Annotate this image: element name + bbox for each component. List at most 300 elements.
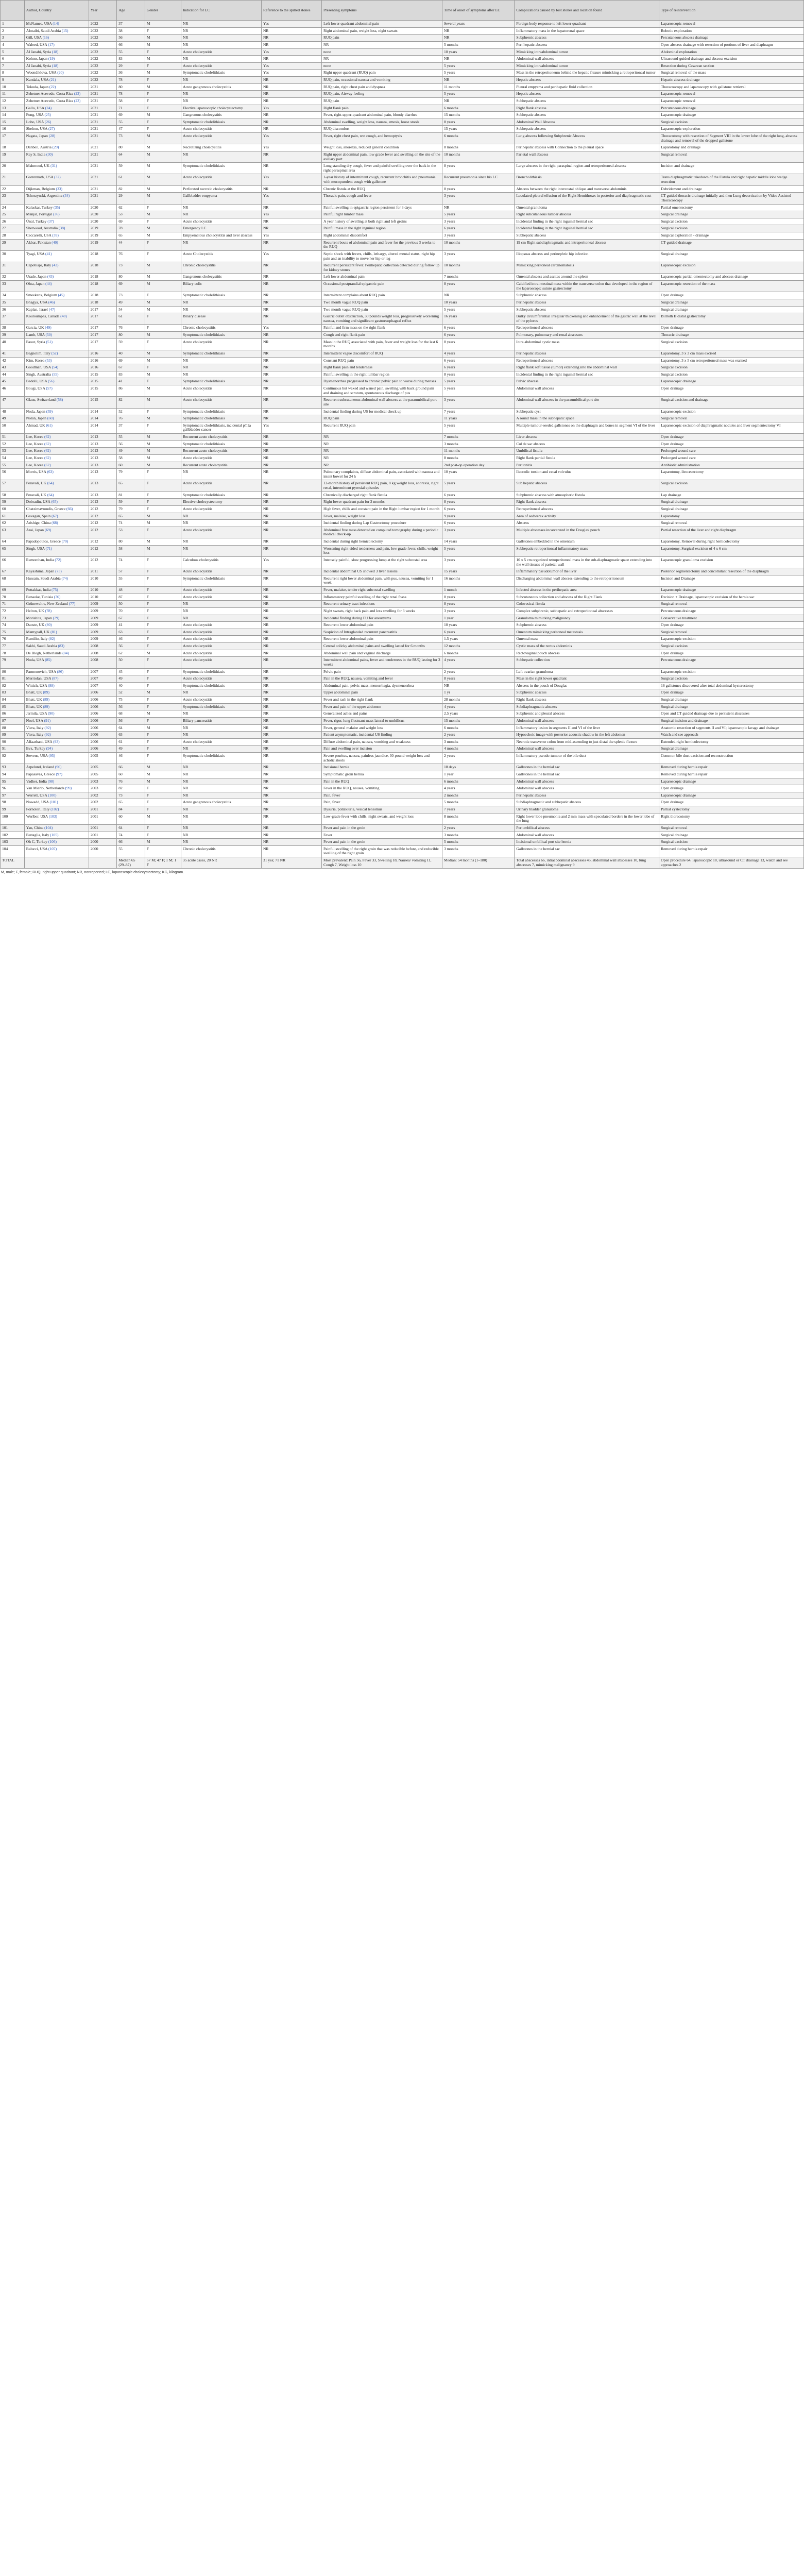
author-name: Ramilio, Italy	[26, 636, 48, 641]
cell-complication: Peri hepatic abscess	[515, 41, 659, 48]
reference-link[interactable]: (68)	[52, 520, 58, 526]
table-row	[1, 615, 804, 622]
cell-complication: Abdominal wall abscess	[515, 778, 659, 785]
cell-reintervention: Laparoscopic exploration	[659, 126, 804, 133]
cell-reintervention: Laparoscopic excision of diaphragmatic nodules and liver segmentectomy VI	[659, 422, 804, 433]
cell-indication: Acute cholecystitis	[181, 133, 261, 144]
reference-link[interactable]: (104)	[44, 825, 53, 830]
cell-author	[24, 545, 89, 556]
table-row	[1, 469, 804, 480]
reference-link[interactable]: (85)	[45, 657, 52, 663]
cell-spilled: NR	[261, 239, 321, 250]
cell-spilled: Yes	[261, 232, 321, 240]
author-name: Smeekens, Belgium	[26, 293, 57, 298]
cell-reintervention: Removed during hernia repair	[659, 764, 804, 771]
cell-complication: 10 x 5 cm organized retroperitoneal mass in the sub-diaphragmatic space extending into the wall tissues of parietal wall	[515, 556, 659, 568]
cell-indication: Symptomatic cholelithiasis	[181, 703, 261, 710]
reference-link[interactable]: (48)	[60, 314, 67, 319]
reference-link[interactable]: (78)	[45, 608, 52, 613]
reference-link[interactable]: (23)	[74, 91, 81, 96]
author-name: Singh, USA	[26, 546, 45, 551]
cell-age: 57	[117, 568, 145, 575]
reference-link[interactable]: (74)	[61, 575, 69, 581]
cell-age: 74	[117, 520, 145, 527]
reference-link[interactable]: (46)	[48, 299, 55, 304]
cell-complication: Mass in the right lower quadrant	[515, 675, 659, 683]
reference-link[interactable]: (95)	[48, 753, 55, 758]
cell-n: 104	[1, 845, 25, 857]
author-name: Jarmila, USA	[26, 711, 47, 716]
total-cell: 35 acute cases, 20 NR	[181, 857, 261, 869]
cell-onset: 7 months	[442, 274, 514, 281]
reference-link[interactable]: (82)	[48, 636, 55, 641]
reference-link[interactable]: (99)	[65, 786, 72, 791]
table-row	[1, 174, 804, 185]
cell-reintervention: Surgical drainage	[659, 306, 804, 313]
cell-symptoms: A year history of swelling at both right and left groins	[321, 218, 442, 225]
reference-link[interactable]: (81)	[50, 629, 57, 634]
cell-n: 5	[1, 48, 25, 56]
cell-indication: Acute cholecystitis	[181, 622, 261, 629]
cell-complication: Pulmonary, pulmonary and renal abscesses	[515, 332, 659, 339]
cell-symptoms: Pain and swelling over incision	[321, 745, 442, 753]
reference-link[interactable]: (40)	[52, 240, 58, 245]
cell-age: 63	[117, 732, 145, 739]
cell-complication: Subphrenic abscess with atmospheric fistula	[515, 492, 659, 499]
cell-indication: Acute cholecystitis	[181, 650, 261, 657]
cell-n: 38	[1, 325, 25, 332]
table-row	[1, 27, 804, 35]
reference-link[interactable]: (42)	[52, 263, 59, 268]
cell-symptoms: Recurrent right lower abdominal pain, with pus, nausea, vomiting for 1 week	[321, 575, 442, 586]
reference-link[interactable]: (15)	[61, 28, 69, 33]
reference-link[interactable]: (37)	[47, 218, 54, 224]
cell-onset: 4 years	[442, 703, 514, 710]
cell-spilled: Yes	[261, 70, 321, 77]
reference-link[interactable]: (53)	[45, 358, 52, 363]
reference-link[interactable]: (62)	[44, 448, 51, 453]
cell-symptoms: Generalized aches and pains	[321, 710, 442, 718]
table-row	[1, 745, 804, 753]
cell-author	[24, 408, 89, 415]
reference-link[interactable]: (71)	[45, 546, 53, 551]
reference-link[interactable]: (96)	[55, 765, 62, 770]
cell-spilled: NR	[261, 185, 321, 193]
reference-link[interactable]: (14)	[53, 21, 59, 26]
cell-age: 80	[117, 83, 145, 91]
cell-year: 2021	[89, 151, 117, 162]
table-row	[1, 415, 804, 422]
reference-link[interactable]: (66)	[66, 506, 73, 511]
cell-n: 50	[1, 422, 25, 433]
reference-link[interactable]: (83)	[58, 643, 64, 648]
cell-symptoms: NR	[321, 448, 442, 455]
cell-symptoms: Dysuria, pollakiuria, vesical tenesmus	[321, 806, 442, 814]
cell-n: 14	[1, 112, 25, 119]
reference-link[interactable]: (107)	[48, 846, 57, 851]
cell-n: 97	[1, 792, 25, 799]
cell-year: 2021	[89, 105, 117, 112]
reference-link[interactable]: (80)	[45, 622, 52, 628]
table-row	[1, 385, 804, 397]
reference-link[interactable]: (76)	[54, 594, 61, 599]
reference-link[interactable]: (56)	[48, 379, 55, 384]
cell-symptoms: Recurrent persistent fever. Perihepatic collection detected during follow up for kidney stones	[321, 262, 442, 274]
reference-link[interactable]: (100)	[48, 792, 57, 798]
reference-link[interactable]: (39)	[52, 233, 59, 238]
reference-link[interactable]: (21)	[49, 77, 56, 82]
cell-complication: Perihepatic abscess	[515, 792, 659, 799]
cell-gender: M	[145, 385, 181, 397]
reference-link[interactable]: (98)	[47, 778, 55, 784]
cell-reintervention: Open abscess drainage with resection of portions of liver and diaphragm	[659, 41, 804, 48]
reference-link[interactable]: (64)	[47, 481, 54, 486]
reference-link[interactable]: (86)	[57, 669, 64, 674]
reference-link[interactable]: (33)	[56, 186, 63, 191]
cell-gender: F	[145, 622, 181, 629]
cell-age: 56	[117, 35, 145, 42]
cell-n: 35	[1, 299, 25, 306]
cell-year: 2013	[89, 469, 117, 480]
table-row	[1, 629, 804, 636]
cell-age: 69	[117, 218, 145, 225]
cell-gender: F	[145, 105, 181, 112]
cell-spilled: NR	[261, 799, 321, 806]
total-cell	[89, 857, 117, 869]
reference-link[interactable]: (30)	[46, 151, 53, 157]
cell-age: 60	[117, 462, 145, 469]
cell-spilled: NR	[261, 41, 321, 48]
cell-n: 48	[1, 408, 25, 415]
cell-gender: F	[145, 218, 181, 225]
cell-author	[24, 643, 89, 650]
reference-link[interactable]: (62)	[44, 455, 51, 460]
reference-link[interactable]: (27)	[48, 126, 55, 131]
reference-link[interactable]: (49)	[45, 325, 52, 330]
table-row	[1, 185, 804, 193]
reference-link[interactable]: (62)	[44, 441, 51, 446]
cell-spilled: NR	[261, 204, 321, 211]
reference-link[interactable]: (92)	[44, 732, 51, 737]
reference-link[interactable]: (38)	[58, 226, 65, 231]
cell-complication: Iliopsoas abscess and perinephric hip infection	[515, 250, 659, 262]
cell-age: 65	[117, 799, 145, 806]
table-row	[1, 306, 804, 313]
reference-link[interactable]: (59)	[46, 409, 53, 414]
cell-indication: Acute cholecystitis	[181, 218, 261, 225]
reference-link[interactable]: (44)	[45, 281, 52, 286]
cell-reintervention: Surgical excision	[659, 371, 804, 378]
cell-age: 55	[117, 118, 145, 126]
reference-link[interactable]: (19)	[48, 56, 55, 61]
cell-complication: Subdiaphragmatic abscess	[515, 703, 659, 710]
cell-complication: Omentum mimicking peritoneal metastasis	[515, 629, 659, 636]
cell-indication: Acute cholecystitis	[181, 397, 261, 408]
reference-link[interactable]: (18)	[52, 63, 59, 68]
cell-author	[24, 689, 89, 697]
table-row	[1, 364, 804, 371]
cell-spilled: Yes	[261, 250, 321, 262]
reference-link[interactable]: (62)	[44, 462, 51, 467]
cell-onset: 1 year	[442, 771, 514, 778]
cell-spilled: NR	[261, 527, 321, 538]
reference-link[interactable]: (87)	[52, 676, 59, 681]
reference-link[interactable]: (55)	[52, 371, 59, 377]
cell-onset: NR	[442, 292, 514, 299]
cell-reintervention: Incision and drainage	[659, 163, 804, 174]
reference-link[interactable]: (60)	[47, 416, 54, 421]
reference-link[interactable]: (84)	[62, 650, 69, 655]
reference-link[interactable]: (88)	[48, 683, 55, 688]
cell-n: 41	[1, 350, 25, 357]
reference-link[interactable]: (94)	[46, 746, 53, 751]
reference-link[interactable]: (77)	[69, 601, 76, 606]
cell-year: 2012	[89, 538, 117, 546]
cell-year: 2020	[89, 211, 117, 218]
cell-reintervention: Laparotomy, Surgical excision of 4 x 6 cm	[659, 545, 804, 556]
reference-link[interactable]: (65)	[51, 499, 58, 504]
author-name: Lamb, USA	[26, 332, 45, 337]
cell-n: 87	[1, 717, 25, 724]
cell-gender: M	[145, 440, 181, 448]
cell-n: 91	[1, 745, 25, 753]
cell-year: 2019	[89, 225, 117, 232]
cell-age: 83	[117, 371, 145, 378]
cell-year: 2016	[89, 364, 117, 371]
reference-link[interactable]: (63)	[47, 469, 54, 474]
reference-link[interactable]: (36)	[53, 212, 60, 217]
cell-indication: Acute cholecystitis	[181, 657, 261, 668]
reference-link[interactable]: (62)	[44, 434, 51, 439]
cell-author	[24, 668, 89, 675]
cell-symptoms: Constant RUQ pain	[321, 357, 442, 364]
reference-link[interactable]: (52)	[51, 350, 58, 355]
cell-year: 2002	[89, 799, 117, 806]
cell-complication: Pelvic abscess	[515, 378, 659, 385]
cell-spilled: NR	[261, 710, 321, 718]
cell-reintervention: Laparoscopic excision	[659, 408, 804, 415]
reference-link[interactable]: (50)	[45, 332, 53, 337]
reference-link[interactable]: (89)	[43, 697, 50, 702]
cell-complication: Subhepatic abscess	[515, 232, 659, 240]
cell-author	[24, 35, 89, 42]
reference-link[interactable]: (67)	[52, 513, 58, 518]
cell-n: 12	[1, 97, 25, 105]
reference-link[interactable]: (16)	[42, 35, 49, 40]
cell-spilled: NR	[261, 717, 321, 724]
reference-link[interactable]: (91)	[44, 718, 51, 723]
cell-author	[24, 48, 89, 56]
cell-year: 2021	[89, 185, 117, 193]
table-footnote: M, male; F, female; RUQ, right upper quadrant; NR, nonreported; LC, laparoscopic cholecystectomy; KG, kilogram.	[1, 871, 184, 875]
table-row	[1, 845, 804, 857]
reference-link[interactable]: (34)	[63, 193, 70, 198]
cell-symptoms: Pain, fever	[321, 792, 442, 799]
cell-symptoms: Abdominal pain, pelvic mass, menorrhagia, dysmenorrhea	[321, 682, 442, 689]
reference-link[interactable]: (93)	[53, 739, 60, 744]
reference-link[interactable]: (106)	[48, 839, 57, 844]
reference-link[interactable]: (97)	[56, 771, 62, 776]
cell-spilled: NR	[261, 538, 321, 546]
cell-complication: Left ovarian granuloma	[515, 668, 659, 675]
cell-n: 51	[1, 434, 25, 441]
cell-onset: 15 months	[442, 112, 514, 119]
cell-spilled: NR	[261, 845, 321, 857]
reference-link[interactable]: (17)	[48, 42, 55, 47]
cell-gender: F	[145, 792, 181, 799]
cell-symptoms: Intermittent abdominal pains, fever and tenderness in the RUQ lasting for 3 weeks	[321, 657, 442, 668]
cell-onset: 3 years	[442, 193, 514, 204]
cell-n: 49	[1, 415, 25, 422]
reference-link[interactable]: (75)	[52, 587, 58, 592]
table-row	[1, 753, 804, 764]
reference-link[interactable]: (89)	[43, 704, 50, 709]
cell-onset: 5 months	[442, 799, 514, 806]
case-table	[0, 0, 804, 869]
cell-onset: 15 years	[442, 568, 514, 575]
reference-link[interactable]: (41)	[45, 251, 52, 256]
cell-age: 64	[117, 724, 145, 732]
cell-age: 49	[117, 448, 145, 455]
reference-link[interactable]: (101)	[49, 800, 58, 805]
cell-year: 2022	[89, 48, 117, 56]
reference-link[interactable]: (73)	[55, 569, 62, 574]
cell-symptoms: Pelvic pain	[321, 668, 442, 675]
cell-n: 13	[1, 105, 25, 112]
table-row	[1, 83, 804, 91]
cell-complication: Abdominal wall abscess	[515, 745, 659, 753]
cell-author	[24, 745, 89, 753]
cell-symptoms: Fever and pain in the groin	[321, 839, 442, 846]
reference-link[interactable]: (22)	[49, 84, 56, 89]
reference-link[interactable]: (102)	[50, 807, 59, 811]
cell-symptoms: Intermittent complains about RUQ pain	[321, 292, 442, 299]
cell-author	[24, 97, 89, 105]
column-header: Author, Country	[24, 1, 89, 21]
reference-link[interactable]: (31)	[50, 163, 57, 168]
reference-link[interactable]: (70)	[61, 539, 69, 544]
cell-year: 2001	[89, 813, 117, 824]
cell-gender: F	[145, 753, 181, 764]
cell-gender: F	[145, 126, 181, 133]
cell-reintervention: Open drainage	[659, 385, 804, 397]
cell-indication: NR	[181, 371, 261, 378]
literature-review-document	[0, 0, 804, 876]
reference-link[interactable]: (92)	[44, 725, 51, 730]
cell-n: 79	[1, 657, 25, 668]
reference-link[interactable]: (32)	[54, 175, 61, 180]
author-name: Daoste, UK	[26, 622, 45, 628]
author-name: Gallo, USA	[26, 105, 44, 110]
cell-author	[24, 505, 89, 513]
cell-age: 66	[117, 41, 145, 48]
table-row	[1, 643, 804, 650]
cell-symptoms: NR	[321, 440, 442, 448]
reference-link[interactable]: (24)	[45, 105, 52, 110]
cell-symptoms: Right upper quadrant (RUQ) pain	[321, 70, 442, 77]
cell-age: 37	[117, 422, 145, 433]
reference-link[interactable]: (64)	[47, 492, 54, 497]
cell-author	[24, 225, 89, 232]
reference-link[interactable]: (57)	[46, 386, 53, 391]
reference-link[interactable]: (29)	[52, 145, 59, 150]
reference-link[interactable]: (79)	[53, 615, 60, 620]
cell-age: 29	[117, 193, 145, 204]
cell-author	[24, 211, 89, 218]
cell-complication: Area of sedwerex activity	[515, 513, 659, 520]
cell-author	[24, 710, 89, 718]
author-name: Arai, Japan	[26, 527, 44, 532]
author-name: Vadher, India	[26, 778, 47, 784]
reference-link[interactable]: (18)	[52, 49, 59, 54]
cell-symptoms: Symptomatic groin hernia	[321, 771, 442, 778]
reference-link[interactable]: (28)	[48, 133, 56, 138]
cell-complication: Subhepatic abscess	[515, 112, 659, 119]
cell-reintervention: Removed during hernia repair	[659, 845, 804, 857]
reference-link[interactable]: (43)	[47, 274, 54, 279]
reference-link[interactable]: (35)	[54, 205, 60, 210]
cell-complication: Necrotic transverse colon from mid-ascending to just distal the splenic flexure	[515, 738, 659, 745]
reference-link[interactable]: (25)	[44, 112, 51, 117]
cell-reintervention: Billroth II distal gastrectomy	[659, 313, 804, 325]
cell-onset: 4 months	[442, 745, 514, 753]
reference-link[interactable]: (61)	[46, 422, 53, 428]
cell-n: 19	[1, 151, 25, 162]
cell-onset: 1 yr	[442, 689, 514, 697]
reference-link[interactable]: (105)	[50, 832, 59, 837]
cell-age: 38	[117, 27, 145, 35]
reference-link[interactable]: (20)	[57, 70, 64, 75]
reference-link[interactable]: (90)	[48, 711, 55, 716]
author-name: Balucci, USA	[26, 846, 48, 851]
reference-link[interactable]: (26)	[44, 119, 52, 124]
column-header: Reference to the spilled stones	[261, 1, 321, 21]
cell-symptoms: Septic shock with fevers, chills, lethargy, altered mental status, right hip pain and an inability to move her hip or leg	[321, 250, 442, 262]
reference-link[interactable]: (45)	[58, 293, 65, 298]
cell-spilled: NR	[261, 601, 321, 608]
author-name: Nagata, Japan	[26, 133, 48, 138]
cell-spilled: NR	[261, 771, 321, 778]
cell-year: 2006	[89, 717, 117, 724]
reference-link[interactable]: (58)	[56, 397, 63, 402]
table-row	[1, 697, 804, 704]
reference-link[interactable]: (72)	[55, 557, 61, 562]
cell-n: 66	[1, 556, 25, 568]
reference-link[interactable]: (51)	[46, 339, 53, 344]
cell-author	[24, 332, 89, 339]
reference-link[interactable]: (89)	[43, 690, 50, 695]
reference-link[interactable]: (54)	[52, 365, 59, 370]
cell-spilled: NR	[261, 440, 321, 448]
cell-author	[24, 313, 89, 325]
reference-link[interactable]: (47)	[48, 307, 56, 312]
cell-complication: Hepatic abscess	[515, 77, 659, 84]
cell-complication: Omental granuloma	[515, 204, 659, 211]
cell-symptoms: Dysmenorrhea progressed to chronic pelvic pain to worse during menses	[321, 378, 442, 385]
reference-link[interactable]: (69)	[44, 527, 52, 532]
author-name: Peravali, UK	[26, 481, 46, 486]
cell-complication: Abscess in the pouch of Douglas	[515, 682, 659, 689]
cell-onset: 3 years	[442, 232, 514, 240]
cell-onset: 5 years	[442, 422, 514, 433]
author-name: Glaus, Switzerland	[26, 397, 56, 402]
reference-link[interactable]: (103)	[48, 814, 57, 819]
cell-spilled: Yes	[261, 48, 321, 56]
reference-link[interactable]: (23)	[74, 98, 81, 103]
cell-year: 2019	[89, 239, 117, 250]
cell-reintervention: Surgical drainage	[659, 832, 804, 839]
cell-complication: Subphrenic abscess	[515, 292, 659, 299]
